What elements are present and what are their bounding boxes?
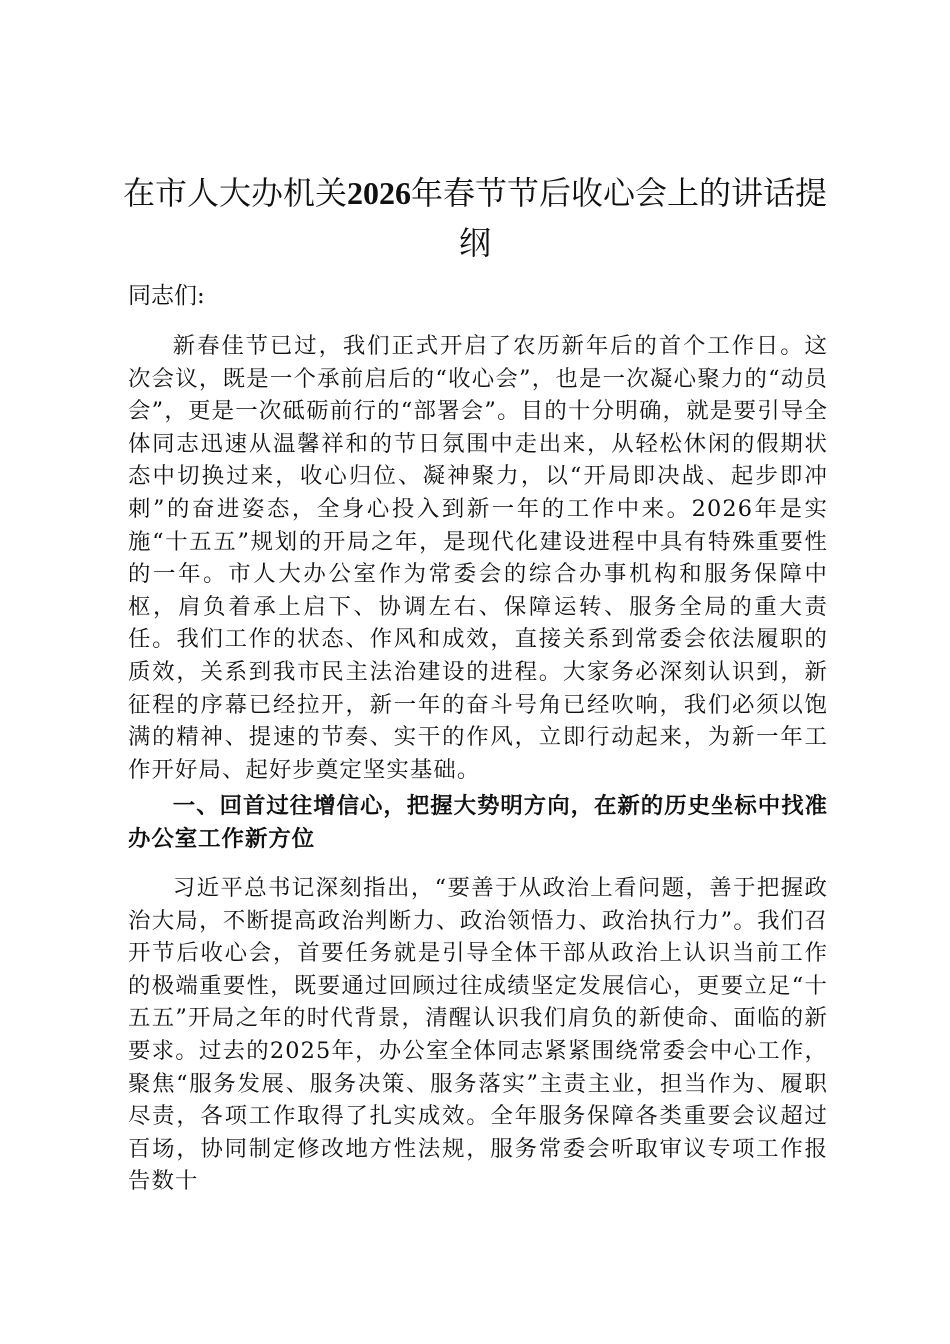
salutation: 同志们: <box>128 283 205 309</box>
paragraph-2: 习近平总书记深刻指出，“要善于从政治上看问题，善于把握政治大局，不断提高政治判断力、政治领悟力、政治执行力”。我们召开节后收心会，首要任务就是引导全体干部从政治上认识当前工作的极端重要性，既要通过回顾过往成绩坚定发展信心，更要立足“十五五”开局之年的时代背景，清醒认识我们肩负的新使命、面临的新要求。过去的2025年，办公室全体同志紧紧围绕常委会中心工作，聚焦“服务发展、服务决策、服务落实”主责主业，担当作为、履职尽责，各项工作取得了扎实成效。全年服务保障各类重要会议超过百场，协同制定修改地方性法规，服务常委会听取审议专项工作报告数十 <box>128 875 828 1195</box>
title-part-1: 在市人大办机关 <box>122 174 347 212</box>
title-year: 2026 <box>347 175 411 211</box>
title-part-2: 年春节节后收心会上的讲话提纲 <box>411 174 828 262</box>
paragraph-1: 新春佳节已过，我们正式开启了农历新年后的首个工作日。这次会议，既是一个承前启后的“收心会”，也是一次凝心聚力的“动员会”，更是一次砥砺前行的“部署会”。目的十分明确，就是要引导全体同志迅速从温馨祥和的节日氛围中走出来，从轻松休闲的假期状态中切换过来，收心归位、凝神聚力，以“开局即决战、起步即冲刺”的奋进姿态，全身心投入到新一年的工作中来。2026年是实施“十五五”规划的开局之年，是现代化建设进程中具有特殊重要性的一年。市人大办公室作为常委会的综合办事机构和服务保障中枢，肩负着承上启下、协调左右、保障运转、服务全局的重大责任。我们工作的状态、作风和成效，直接关系到常委会依法履职的质效，关系到我市民主法治建设的进程。大家务必深刻认识到，新征程的序幕已经拉开，新一年的奋斗号角已经吹响，我们必须以饱满的精神、提速的节奏、实干的作风，立即行动起来，为新一年工作开好局、起好步奠定坚实基础。 <box>128 333 828 783</box>
section-heading-1: 一、回首过往增信心，把握大势明方向，在新的历史坐标中找准办公室工作新方位 <box>128 793 828 852</box>
document-title <box>120 168 830 268</box>
